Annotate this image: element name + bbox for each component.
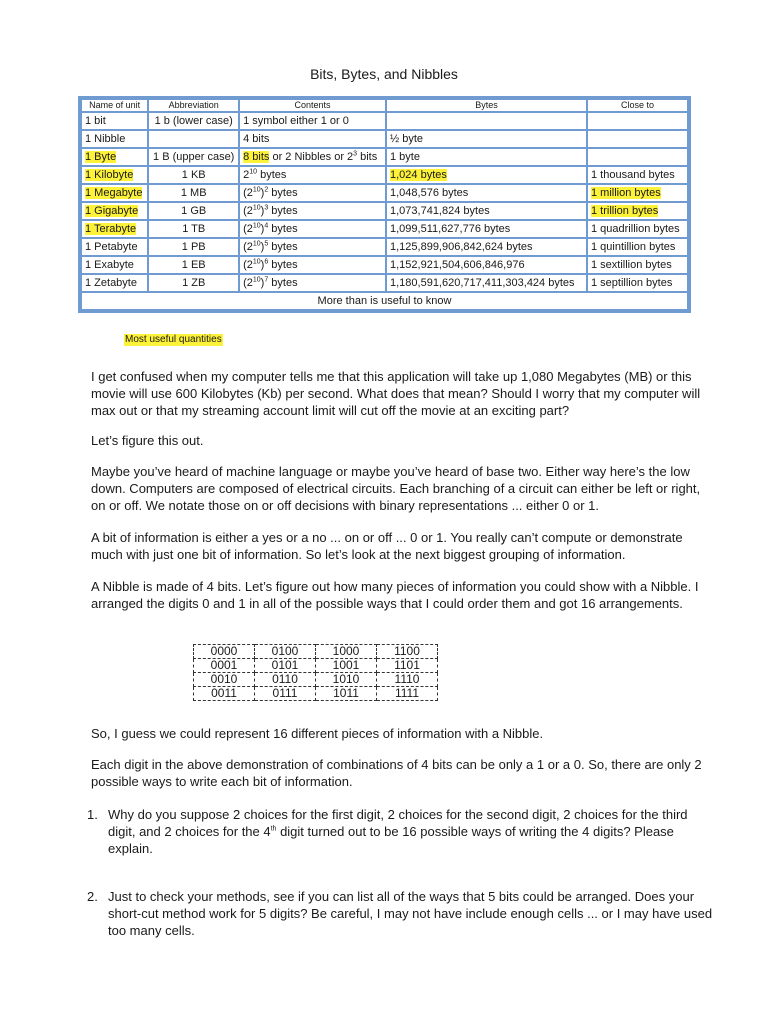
paragraph-bit: A bit of information is either a yes or a no ... on or off ... 0 or 1. You really can’t compute or demonstrate much with just one bit of information. So let’s look at the next biggest grouping of information. [91, 530, 683, 562]
unit-bytes: ½ byte [387, 131, 586, 147]
col-header: Contents [240, 100, 385, 111]
ordinal-suffix: th [270, 825, 277, 833]
contents-part: bytes [268, 241, 298, 253]
exponent: 10 [249, 168, 258, 176]
question-text: Just to check your methods, see if you can list all of the ways that 5 bits could be arranged. Does your short-cut method work for 5 digits? Be careful, I may not have include enough cells ... or I may have used too many cells. [108, 889, 713, 938]
unit-abbr [149, 131, 238, 147]
grid-cell: 0010 [194, 673, 255, 687]
unit-contents [240, 149, 385, 165]
unit-abbr: 1 KB [149, 167, 238, 183]
question-text-part: digit turned out to be 16 possible ways of writing the 4 digits? Please explain. [108, 824, 674, 856]
contents-part: bytes [268, 205, 298, 217]
highlighted-text: 8 bits [243, 151, 270, 163]
contents-part: bits [357, 151, 378, 163]
unit-close [588, 203, 687, 219]
exponent: 3 [353, 150, 358, 158]
unit-close [588, 185, 687, 201]
unit-name [82, 203, 147, 219]
question-2 [87, 888, 717, 939]
question-number: 1. [87, 807, 98, 822]
col-header: Abbreviation [149, 100, 238, 111]
unit-contents: 4 bits [240, 131, 385, 147]
table-row [82, 221, 687, 237]
contents-part: (2 [243, 241, 253, 253]
unit-bytes: 1,152,921,504,606,846,976 [387, 257, 586, 273]
exponent: 10 [252, 204, 261, 212]
highlighted-text: 1 Terabyte [85, 223, 137, 235]
table-row [82, 149, 687, 165]
unit-close: 1 quadrillion bytes [588, 221, 687, 237]
grid-cell: 1001 [316, 659, 377, 673]
unit-abbr: 1 ZB [149, 275, 238, 291]
unit-abbr: 1 TB [149, 221, 238, 237]
highlighted-text: 1 Byte [85, 151, 117, 163]
exponent: 10 [252, 222, 261, 230]
unit-name [82, 167, 147, 183]
grid-cell: 0100 [255, 645, 316, 659]
paragraph-digits: Each digit in the above demonstration of combinations of 4 bits can be only a 1 or a 0. So, there are only 2 possible ways to write each bit of information. [91, 757, 702, 789]
contents-part: ) [260, 277, 265, 289]
highlighted-text: 1,024 bytes [390, 169, 447, 181]
unit-abbr: 1 PB [149, 239, 238, 255]
grid-cell: 0000 [194, 645, 255, 659]
unit-close [588, 149, 687, 165]
paragraph-sixteen: So, I guess we could represent 16 different pieces of information with a Nibble. [91, 726, 544, 741]
contents-part: bytes [268, 277, 298, 289]
grid-cell: 0110 [255, 673, 316, 687]
grid-cell: 0011 [194, 687, 255, 701]
table-row [82, 185, 687, 201]
unit-contents [240, 203, 385, 219]
table-row [82, 203, 687, 219]
grid-cell: 1111 [377, 687, 438, 701]
table-footer-row [82, 293, 687, 309]
table-footer-note: More than is useful to know [82, 293, 687, 309]
unit-abbr: 1 MB [149, 185, 238, 201]
contents-part: (2 [243, 259, 253, 271]
unit-contents: 1 symbol either 1 or 0 [240, 113, 385, 129]
grid-cell: 1000 [316, 645, 377, 659]
unit-name [82, 149, 147, 165]
contents-part: (2 [243, 223, 253, 235]
unit-bytes: 1,125,899,906,842,624 bytes [387, 239, 586, 255]
unit-close: 1 thousand bytes [588, 167, 687, 183]
question-text [108, 806, 717, 857]
table-row [82, 239, 687, 255]
exponent: 7 [264, 276, 269, 284]
highlighted-text: 1 Megabyte [85, 187, 143, 199]
nibble-combinations-grid [193, 644, 438, 701]
unit-contents [240, 185, 385, 201]
paragraph-nibble: A Nibble is made of 4 bits. Let’s figure out how many pieces of information you could show with a Nibble. I arranged the digits 0 and 1 in all of the possible ways that I could order them and got 16 arrangements. [91, 579, 699, 611]
col-header: Name of unit [82, 100, 147, 111]
question-number: 2. [87, 889, 98, 904]
grid-row [194, 645, 438, 659]
unit-abbr: 1 B (upper case) [149, 149, 238, 165]
unit-name [82, 221, 147, 237]
contents-part: ) [260, 205, 265, 217]
unit-contents [240, 221, 385, 237]
table-row [82, 275, 687, 291]
exponent: 5 [264, 240, 269, 248]
grid-cell: 1011 [316, 687, 377, 701]
contents-part: bytes [257, 169, 287, 181]
highlighted-text: 1 trillion bytes [591, 205, 659, 217]
contents-part: or 2 Nibbles or 2 [269, 151, 354, 163]
unit-abbr: 1 EB [149, 257, 238, 273]
contents-part: (2 [243, 277, 253, 289]
paragraph-intro: I get confused when my computer tells me that this application will take up 1,080 Megabytes (MB) or this movie will use 600 Kilobytes (Kb) per second. What does that mean? Should I worry that my computer will max out or that my streaming account limit will cut off the movie at an exciting part? [91, 369, 701, 418]
contents-part: bytes [268, 187, 298, 199]
exponent: 10 [252, 258, 261, 266]
grid-row [194, 687, 438, 701]
unit-close [588, 113, 687, 129]
unit-name [82, 185, 147, 201]
table-row [82, 113, 687, 129]
contents-part: ) [260, 259, 265, 271]
units-table-header [82, 100, 687, 111]
contents-part: ) [260, 241, 265, 253]
paragraph-figure-out: Let’s figure this out. [91, 433, 204, 448]
paragraph-machine-language: Maybe you’ve heard of machine language or maybe you’ve heard of base two. Either way here’s the low down. Computers are composed of electrical circuits. Each branching of a circuit can either be left or right, on or off. We notate those on or off decisions with binary representations ... either 0 or 1. [91, 464, 701, 513]
table-row [82, 257, 687, 273]
grid-row [194, 659, 438, 673]
grid-row [194, 673, 438, 687]
unit-contents [240, 239, 385, 255]
contents-part: 2 [243, 169, 250, 181]
grid-cell: 0111 [255, 687, 316, 701]
unit-abbr: 1 GB [149, 203, 238, 219]
highlighted-text: 1 Gigabyte [85, 205, 139, 217]
table-row [82, 131, 687, 147]
unit-contents [240, 257, 385, 273]
contents-part: (2 [243, 205, 253, 217]
unit-close: 1 quintillion bytes [588, 239, 687, 255]
grid-cell: 0001 [194, 659, 255, 673]
highlighted-text: 1 million bytes [591, 187, 661, 199]
contents-part: (2 [243, 187, 253, 199]
unit-bytes: 1 byte [387, 149, 586, 165]
exponent: 10 [252, 186, 261, 194]
grid-cell: 1110 [377, 673, 438, 687]
exponent: 6 [264, 258, 269, 266]
unit-bytes [387, 167, 586, 183]
unit-bytes: 1,048,576 bytes [387, 185, 586, 201]
unit-bytes: 1,099,511,627,776 bytes [387, 221, 586, 237]
unit-contents [240, 167, 385, 183]
contents-part: bytes [268, 223, 298, 235]
contents-part: ) [260, 223, 265, 235]
exponent: 3 [264, 204, 269, 212]
unit-name: 1 Petabyte [82, 239, 147, 255]
exponent: 10 [252, 276, 261, 284]
grid-cell: 1010 [316, 673, 377, 687]
highlight-legend: Most useful quantities [125, 334, 222, 345]
unit-abbr: 1 b (lower case) [149, 113, 238, 129]
unit-name: 1 Exabyte [82, 257, 147, 273]
col-header: Bytes [387, 100, 586, 111]
unit-close: 1 sextillion bytes [588, 257, 687, 273]
unit-bytes: 1,073,741,824 bytes [387, 203, 586, 219]
exponent: 10 [252, 240, 261, 248]
unit-bytes: 1,180,591,620,717,411,303,424 bytes [387, 275, 586, 291]
question-1 [87, 806, 717, 857]
unit-name: 1 Zetabyte [82, 275, 147, 291]
page-title: Bits, Bytes, and Nibbles [310, 66, 458, 82]
highlighted-text: 1 Kilobyte [85, 169, 134, 181]
unit-close: 1 septillion bytes [588, 275, 687, 291]
unit-name: 1 Nibble [82, 131, 147, 147]
unit-contents [240, 275, 385, 291]
table-row [82, 167, 687, 183]
exponent: 2 [264, 186, 269, 194]
units-table [78, 96, 691, 313]
contents-part: ) [260, 187, 265, 199]
unit-name: 1 bit [82, 113, 147, 129]
grid-cell: 0101 [255, 659, 316, 673]
unit-close [588, 131, 687, 147]
contents-part: bytes [268, 259, 298, 271]
grid-cell: 1101 [377, 659, 438, 673]
col-header: Close to [588, 100, 687, 111]
unit-bytes [387, 113, 586, 129]
question-text-part: Why do you suppose 2 choices for the first digit, 2 choices for the second digit, 2 choices for the third digit, and 2 choices for the 4 [108, 807, 688, 839]
grid-cell: 1100 [377, 645, 438, 659]
exponent: 4 [264, 222, 269, 230]
